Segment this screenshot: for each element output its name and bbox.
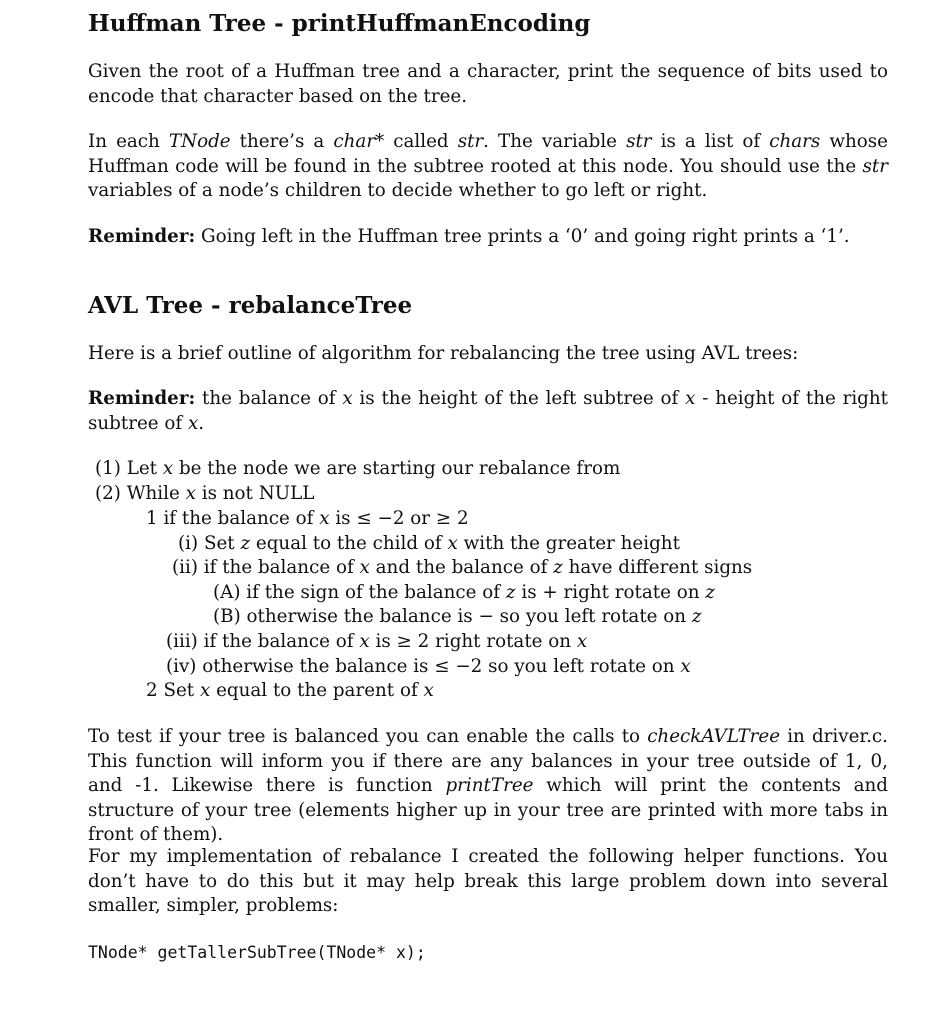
step-iii: (iii) if the balance of x is ≥ 2 right rotate on x [166, 631, 588, 652]
step-ii: (ii) if the balance of x and the balance of z have different signs [172, 557, 753, 578]
step-b: (B) otherwise the balance is − so you left rotate on z [213, 606, 702, 627]
step-a: (A) if the sign of the balance of z is + right rotate on z [213, 582, 715, 603]
huffman-reminder: Reminder: Going left in the Huffman tree prints a ‘0’ and going right prints a ‘1’. [88, 226, 850, 247]
avl-test-paragraph: To test if your tree is balanced you can enable the calls to checkAVLTree in driver.c. This function will inform you if there are any balances in your tree outside of 1, 0, and -1. Likewise there is function printTree which will print the contents and structure of your tree (elements higher up in your tree are printed with more tabs in front of them). [88, 726, 888, 845]
avl-intro: Here is a brief outline of algorithm for rebalancing the tree using AVL trees: [88, 343, 799, 364]
step-2: (2) While x is not NULL [95, 483, 315, 504]
step-2-1: 1 if the balance of x is ≤ −2 or ≥ 2 [146, 508, 469, 529]
huffman-paragraph-1: Given the root of a Huffman tree and a character, print the sequence of bits used to encode that character based on the tree. [88, 61, 888, 107]
step-i: (i) Set z equal to the child of x with the greater height [178, 533, 680, 554]
huffman-paragraph-2: In each TNode there’s a char* called str. The variable str is a list of chars whose Huffman code will be found in the subtree rooted at this node. You should use the str variables of a node’s children to decide whether to go left or right. [88, 131, 888, 201]
step-1: (1) Let x be the node we are starting our rebalance from [95, 458, 621, 479]
code-snippet: TNode* getTallerSubTree(TNode* x); [88, 943, 426, 962]
step-iv: (iv) otherwise the balance is ≤ −2 so you left rotate on x [166, 656, 691, 677]
avl-reminder: Reminder: the balance of x is the height of the left subtree of x - height of the right subtree of x. [88, 388, 889, 434]
step-2-2: 2 Set x equal to the parent of x [146, 680, 434, 701]
avl-heading: AVL Tree - rebalanceTree [88, 292, 413, 319]
avl-helpers-paragraph: For my implementation of rebalance I created the following helper functions. You don’t have to do this but it may help break this large problem down into several smaller, simpler, problems: [88, 846, 888, 916]
huffman-heading: Huffman Tree - printHuffmanEncoding [88, 10, 591, 37]
